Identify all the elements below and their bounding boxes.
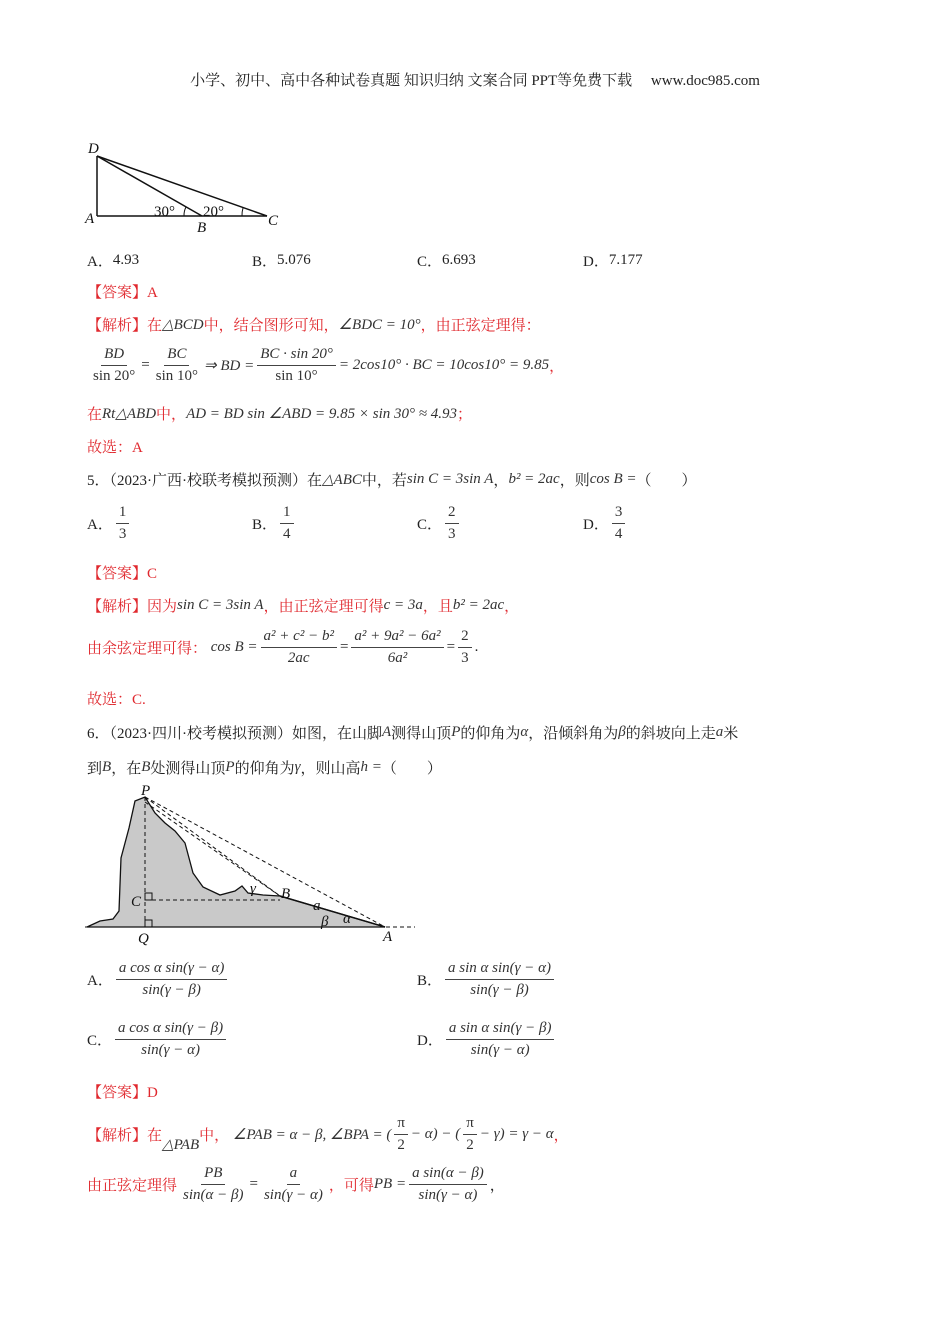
q5-option-a[interactable]: [87, 504, 132, 543]
text: γ: [294, 759, 301, 775]
text: ；: [457, 407, 473, 423]
option-c[interactable]: [417, 250, 476, 271]
q4-choice: 故选：A: [87, 440, 143, 456]
text: 2: [466, 1137, 474, 1153]
text: π: [394, 1115, 408, 1135]
text: A．: [87, 973, 113, 989]
text: a cos α sin(γ − β): [115, 1020, 226, 1040]
text: a sin α sin(γ − α): [445, 960, 554, 980]
label-alpha: α: [343, 911, 351, 927]
q5-analysis-line2: [87, 628, 478, 667]
text: A．: [87, 517, 113, 533]
text: 在: [87, 407, 103, 423]
text: ⇒ BD =: [204, 358, 255, 374]
mountain-figure: [85, 783, 420, 948]
text: A．: [87, 254, 113, 270]
text: =: [446, 639, 456, 655]
text: ，: [553, 1128, 569, 1144]
text: C．: [417, 254, 443, 270]
text: PB: [201, 1165, 225, 1185]
q6-option-c[interactable]: [87, 1020, 229, 1059]
text: △BCD: [162, 317, 204, 333]
text: 6a²: [387, 650, 408, 666]
text: ，: [549, 359, 565, 375]
text: 3: [612, 504, 626, 524]
text: sin 10°: [275, 368, 318, 384]
text: D．: [583, 254, 609, 270]
text: 在: [147, 318, 163, 334]
q5-choice: 故选：C.: [87, 692, 146, 708]
text: π: [463, 1115, 477, 1135]
text: sin C = 3sin A: [406, 471, 494, 487]
text: BC · sin 20°: [257, 346, 336, 366]
text: = 2cos10° · BC = 10cos10° = 9.85: [338, 357, 550, 373]
q5-option-d[interactable]: [583, 504, 628, 543]
text: 4: [283, 526, 291, 542]
text: 的斜坡向上走: [625, 726, 716, 742]
text: B: [102, 759, 112, 775]
text: 的仰角为: [234, 761, 295, 777]
text: a: [715, 724, 724, 740]
q6-answer: 【答案】D: [87, 1085, 158, 1101]
text: △ABC: [322, 472, 362, 488]
option-a[interactable]: [87, 250, 139, 271]
text: sin 20°: [93, 368, 136, 384]
text: a² + c² − b²: [261, 628, 337, 648]
text: ，: [489, 1178, 505, 1194]
q4-analysis-line2: [87, 346, 564, 385]
text: ，在: [111, 761, 142, 777]
text: 6.693: [442, 252, 476, 268]
q6-analysis-line2: [87, 1165, 505, 1204]
text: 3: [461, 650, 469, 666]
text: 到: [87, 761, 103, 777]
text: 由余弦定理可得：: [87, 641, 208, 657]
text: Rt△ABD: [102, 406, 157, 422]
q6-analysis-line1: [87, 1115, 569, 1154]
text: 【解析】: [87, 1128, 148, 1144]
label-a: A: [85, 211, 95, 227]
q4-analysis-line3: [87, 403, 472, 424]
text: ，且: [422, 599, 453, 615]
text: 中，: [199, 1128, 230, 1144]
label-c: C: [131, 894, 142, 910]
text: D．: [583, 517, 609, 533]
label-q: Q: [138, 931, 149, 947]
q5-option-b[interactable]: [252, 504, 297, 543]
q4-answer: 【答案】A: [87, 285, 158, 301]
text: 1: [280, 504, 294, 524]
q6-option-a[interactable]: [87, 960, 230, 999]
q5-answer: 【答案】C: [87, 566, 158, 582]
q6-option-b[interactable]: [417, 960, 557, 999]
text: 2: [445, 504, 459, 524]
q6-stem-line1: [87, 722, 738, 743]
text: a cos α sin(γ − α): [116, 960, 228, 980]
text: ∠BDC = 10°: [338, 317, 421, 333]
text: 【解析】: [87, 318, 148, 334]
text: 因为: [147, 599, 178, 615]
label-20: 20°: [203, 204, 224, 220]
text: sin(γ − α): [263, 1187, 323, 1203]
q5-stem: [87, 469, 697, 490]
text: − γ) = γ − α: [479, 1126, 554, 1142]
text: − α) − (: [410, 1126, 461, 1142]
text: AD = BD sin ∠ABD = 9.85 × sin 30° ≈ 4.93: [186, 406, 458, 422]
page-header: [0, 69, 950, 90]
text: C．: [87, 1033, 113, 1049]
text: ，由正弦定理可得: [263, 599, 384, 615]
text: 处测得山顶: [150, 761, 226, 777]
text: 2: [397, 1137, 405, 1153]
text: 2ac: [287, 650, 310, 666]
text: 中，若: [361, 473, 407, 489]
q5-option-c[interactable]: [417, 504, 462, 543]
text: 中，: [156, 407, 187, 423]
text: 【解析】: [87, 599, 148, 615]
text: sin(γ − α): [141, 1042, 201, 1058]
text: ∠PAB = α − β, ∠BPA = (: [232, 1127, 392, 1143]
text: 4.93: [112, 252, 140, 268]
text: 1: [116, 504, 130, 524]
label-beta: β: [321, 914, 329, 930]
text: 3: [118, 526, 127, 542]
q6-stem-line2: [87, 757, 442, 778]
text: a: [287, 1165, 301, 1185]
text: 6．（2023·四川·校考模拟预测）如图，在山脚: [87, 726, 382, 742]
text: B．: [252, 517, 278, 533]
text: =: [141, 357, 150, 373]
text: B: [141, 759, 151, 775]
text: b² = 2ac: [508, 471, 560, 487]
label-p: P: [141, 783, 151, 799]
text: （ ）: [636, 473, 697, 489]
text: cos B =: [210, 639, 258, 655]
text: α: [520, 724, 529, 740]
text: cos B =: [589, 471, 637, 487]
label-b: B: [281, 886, 291, 902]
text: ，则山高: [300, 761, 361, 777]
option-d[interactable]: [583, 250, 643, 271]
triangle-figure: [82, 136, 292, 236]
text: c = 3a: [383, 597, 423, 613]
text: 7.177: [608, 252, 643, 268]
text: .: [474, 639, 479, 655]
text: 由正弦定理得: [87, 1178, 178, 1194]
text: 3: [448, 526, 456, 542]
text: C．: [417, 517, 443, 533]
text: ，沿倾斜角为: [528, 726, 619, 742]
text: sin 10°: [155, 368, 198, 384]
q6-option-d[interactable]: [417, 1020, 557, 1059]
text: a sin(α − β): [409, 1165, 487, 1185]
option-b[interactable]: [252, 250, 311, 271]
text: 小学、初中、高中各种试卷真题 知识归纳 文案合同 PPT等免费下载: [190, 73, 633, 89]
text: ，: [504, 599, 520, 615]
text: sin C = 3sin A: [177, 597, 264, 613]
text: 的仰角为: [460, 726, 521, 742]
text: 中，结合图形可知，: [203, 318, 339, 334]
text: A: [382, 724, 392, 740]
text: a² + 9a² − 6a²: [351, 628, 443, 648]
text: 5．（2023·广西·校联考模拟预测）在: [87, 473, 322, 489]
label-a-point: A: [383, 929, 393, 945]
text: 在: [147, 1128, 163, 1144]
label-30: 30°: [154, 204, 175, 220]
text: 测得山顶: [391, 726, 452, 742]
text: PB =: [373, 1176, 407, 1192]
text: sin(γ − β): [142, 982, 201, 998]
text: D．: [417, 1033, 443, 1049]
text: 5.076: [277, 252, 311, 268]
text: （ ）: [381, 761, 442, 777]
text: sin(α − β): [183, 1187, 244, 1203]
text: ，由正弦定理得：: [420, 318, 541, 334]
label-b: B: [197, 220, 207, 236]
label-d: D: [88, 141, 99, 157]
text: BC: [164, 346, 189, 366]
header-site[interactable]: www.doc985.com: [650, 73, 760, 89]
label-c: C: [268, 213, 279, 229]
text: sin(γ − β): [470, 982, 529, 998]
text: a sin α sin(γ − β): [446, 1020, 555, 1040]
text: 米: [723, 726, 739, 742]
text: BD: [101, 346, 127, 366]
label-gamma: γ: [250, 881, 256, 897]
text: b² = 2ac: [452, 597, 505, 613]
text: ，: [493, 473, 509, 489]
text: ，则: [559, 473, 590, 489]
text: sin(γ − α): [470, 1042, 530, 1058]
q5-analysis-line1: [87, 595, 519, 616]
text: sin(γ − α): [418, 1187, 478, 1203]
text: β: [618, 724, 626, 740]
text: =: [339, 639, 349, 655]
text: 4: [614, 526, 623, 542]
text: B．: [417, 973, 443, 989]
text: =: [249, 1176, 258, 1192]
text: P: [451, 724, 461, 740]
text: P: [225, 759, 235, 775]
text: B．: [252, 254, 278, 270]
text: h =: [360, 759, 382, 775]
q4-analysis-line1: [87, 314, 541, 335]
text: △PAB: [162, 1137, 200, 1153]
label-a-length: a: [313, 898, 321, 914]
text: ，可得: [328, 1178, 374, 1194]
text: 2: [458, 628, 472, 648]
